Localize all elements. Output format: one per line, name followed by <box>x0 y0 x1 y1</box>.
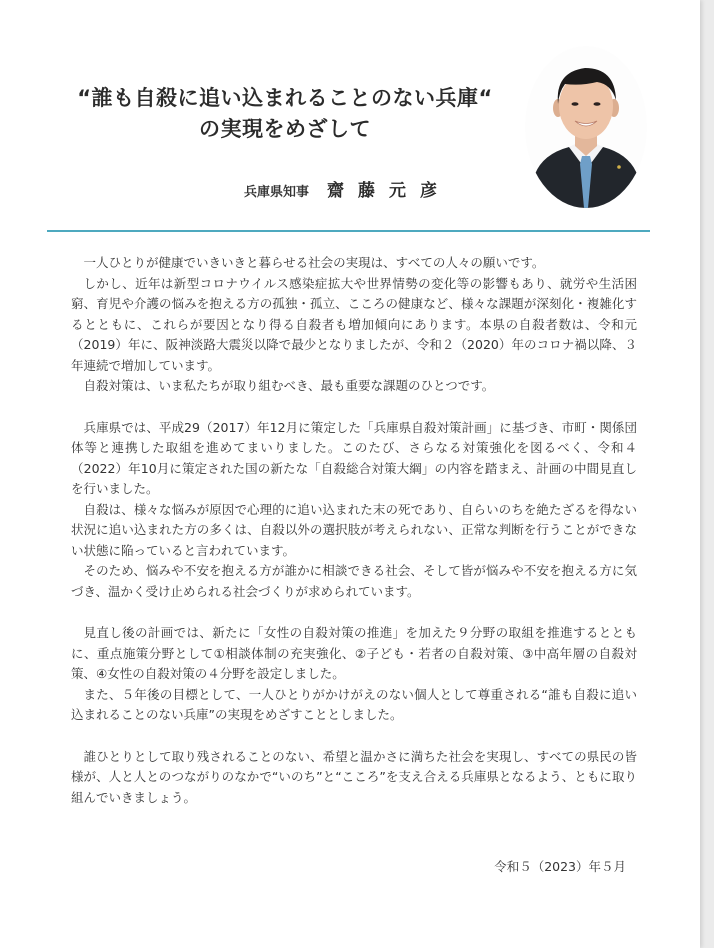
author-signature <box>244 176 451 201</box>
paragraph: そのため、悩みや不安を抱える方が誰かに相談できる社会、そして皆が悩みや不安を抱える方に気づき、温かく受け止められる社会づくりが求められています。 <box>71 563 637 599</box>
header-divider <box>47 230 650 232</box>
paragraph: 見直し後の計画では、新たに「女性の自殺対策の推進」を加えた９分野の取組を推進するとともに、重点施策分野として①相談体制の充実強化、②子ども・若者の自殺対策、③中高年層の自殺対策、④女性の自殺対策の４分野を設定しました。 <box>71 625 637 681</box>
author-title: 兵庫県知事 <box>244 185 310 200</box>
paragraph-gap <box>71 602 637 623</box>
paragraph: 一人ひとりが健康でいきいきと暮らせる社会の実現は、すべての人々の願いです。 <box>83 255 545 270</box>
governor-portrait <box>525 46 647 208</box>
paragraph: 誰ひとりとして取り残されることのない、希望と温かさに満ちた社会を実現し、すべての県民の皆様が、人と人とのつながりのなかで“いのち”と“こころ”を支え合える兵庫県となるよう、ともに取り組んでいきましょう。 <box>71 748 637 805</box>
paragraph-gap <box>71 397 637 418</box>
paragraph: 自殺は、様々な悩みが原因で心理的に追い込まれた末の死であり、自らいのちを絶たざるを得ない状況に追い込まれた方の多くは、自殺以外の選択肢が考えられない、正常な判断を行うことができない状態に陥っていると言われています。 <box>71 501 637 558</box>
title-line-2: の実現をめざして <box>199 117 371 141</box>
paragraph: しかし、近年は新型コロナウイルス感染症拡大や世界情勢の変化等の影響もあり、就労や生活困窮、育児や介護の悩みを抱える方の孤独・孤立、こころの健康など、様々な課題が深刻化・複雑化するとともに、これらが要因となり得る自殺者も増加傾向にあります。本県の自殺者数は、令和元（2019）年に、阪神淡路大震災以降で最少となりましたが、令和２（2020）年のコロナ禍以降、３年連続で増加しています。 <box>71 275 637 373</box>
message-body <box>71 253 637 808</box>
paragraph: 自殺対策は、いま私たちが取り組むべき、最も重要な課題のひとつです。 <box>83 378 495 393</box>
author-name: 齋藤元彦 <box>327 181 452 201</box>
paragraph: 兵庫県では、平成29（2017）年12月に策定した「兵庫県自殺対策計画」に基づき、市町・関係団体等と連携した取組を進めてまいりました。このたび、さらなる対策強化を図るべく、令和４（2022）年10月に策定された国の新たな「自殺総合対策大綱」の内容を踏まえ、計画の中間見直しを行いました。 <box>71 419 637 496</box>
title-line-1: “誰も自殺に追い込まれることのない兵庫“ <box>77 86 493 110</box>
paragraph: また、５年後の目標として、一人ひとりがかけがえのない個人として尊重される“誰も自殺に追い込まれることのない兵庫”の実現をめざすこととしました。 <box>71 686 637 722</box>
page-title <box>60 83 510 145</box>
portrait-photo <box>525 46 647 208</box>
document-date: 令和５（2023）年５月 <box>494 859 626 874</box>
paragraph-gap <box>71 726 637 747</box>
